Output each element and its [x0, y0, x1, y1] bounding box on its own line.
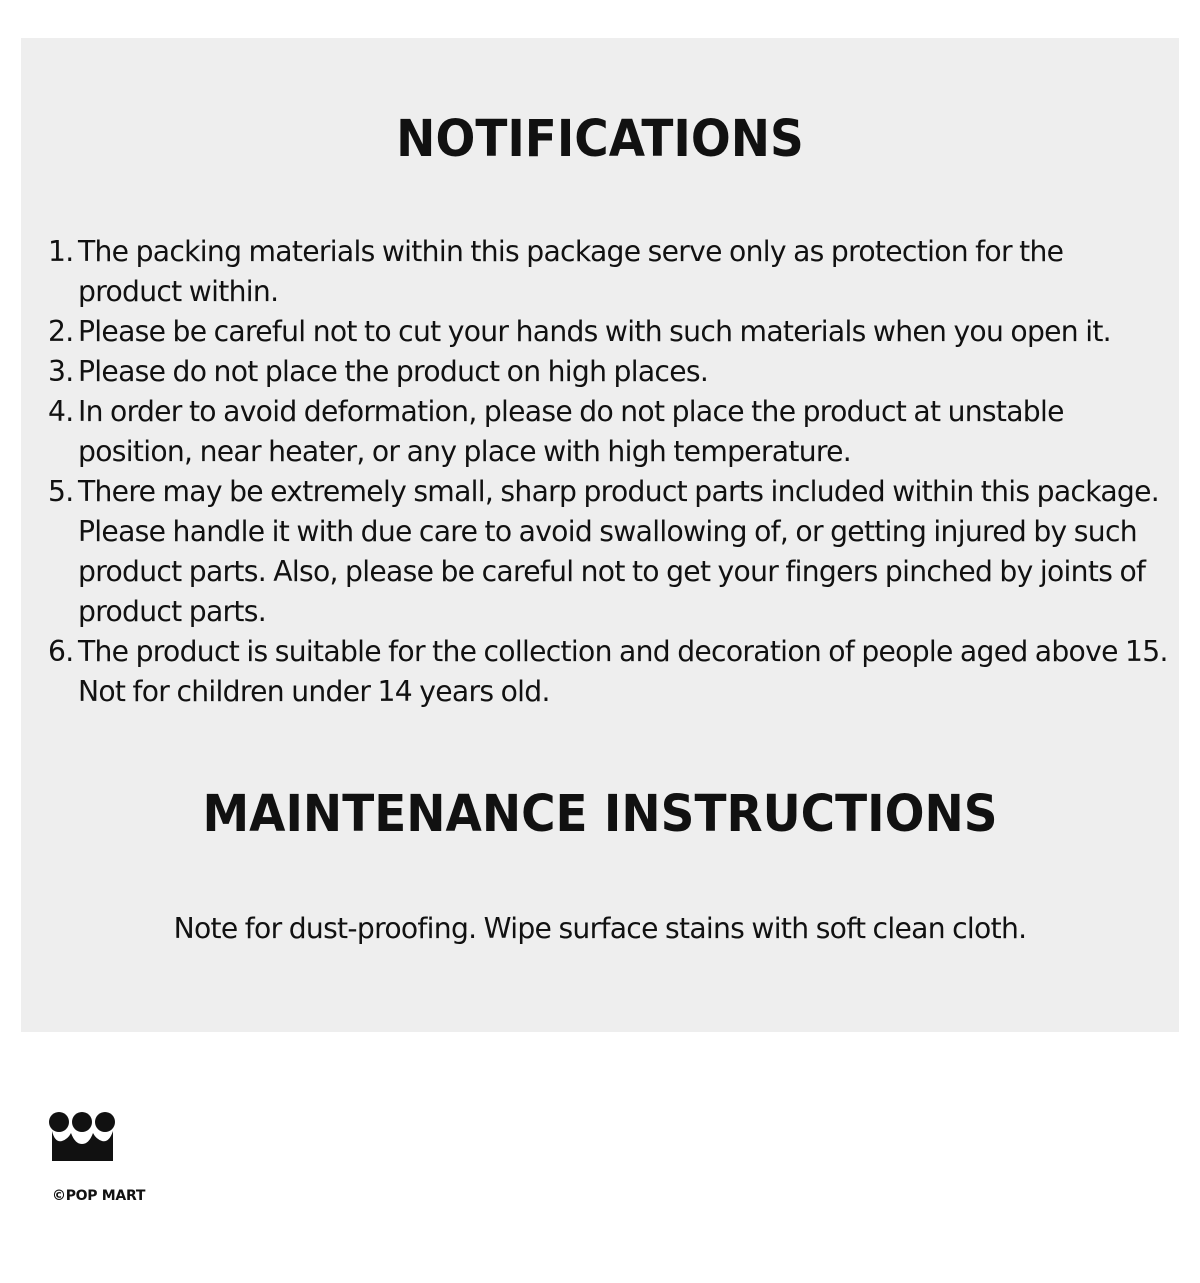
list-item-number: 6. — [48, 635, 74, 668]
list-item — [48, 232, 1168, 312]
list-item-text: Please do not place the product on high places. — [78, 355, 709, 388]
list-item — [48, 352, 1168, 392]
notice-panel — [21, 38, 1179, 1032]
copyright-text: ©POP MART — [52, 1188, 146, 1204]
list-item-number: 3. — [48, 355, 74, 388]
list-item-text: The packing materials within this package serve only as protection for the product within. — [78, 235, 1064, 308]
notifications-list — [48, 232, 1168, 712]
list-item-text: In order to avoid deformation, please do not place the product at unstable position, near heater, or any place with high temperature. — [78, 395, 1064, 468]
list-item — [48, 472, 1168, 632]
maintenance-heading: MAINTENANCE INSTRUCTIONS — [202, 785, 998, 844]
pop-mart-logo-icon — [48, 1111, 116, 1161]
list-item-number: 2. — [48, 315, 74, 348]
list-item — [48, 312, 1168, 352]
list-item-text: Please be careful not to cut your hands with such materials when you open it. — [78, 315, 1111, 348]
maintenance-text: Note for dust-proofing. Wipe surface stains with soft clean cloth. — [173, 912, 1027, 945]
list-item-number: 4. — [48, 395, 74, 428]
list-item-text: There may be extremely small, sharp product parts included within this package. Please handle it with due care to avoid swallowing of, or getting injured by such product parts. Also, please be careful not to get your fingers pinched by joints of product parts. — [78, 475, 1160, 628]
list-item-text: The product is suitable for the collection and decoration of people aged above 15. Not for children under 14 years old. — [78, 635, 1168, 708]
list-item — [48, 392, 1168, 472]
list-item — [48, 632, 1168, 712]
list-item-number: 1. — [48, 235, 74, 268]
notifications-heading: NOTIFICATIONS — [396, 110, 804, 169]
list-item-number: 5. — [48, 475, 74, 508]
